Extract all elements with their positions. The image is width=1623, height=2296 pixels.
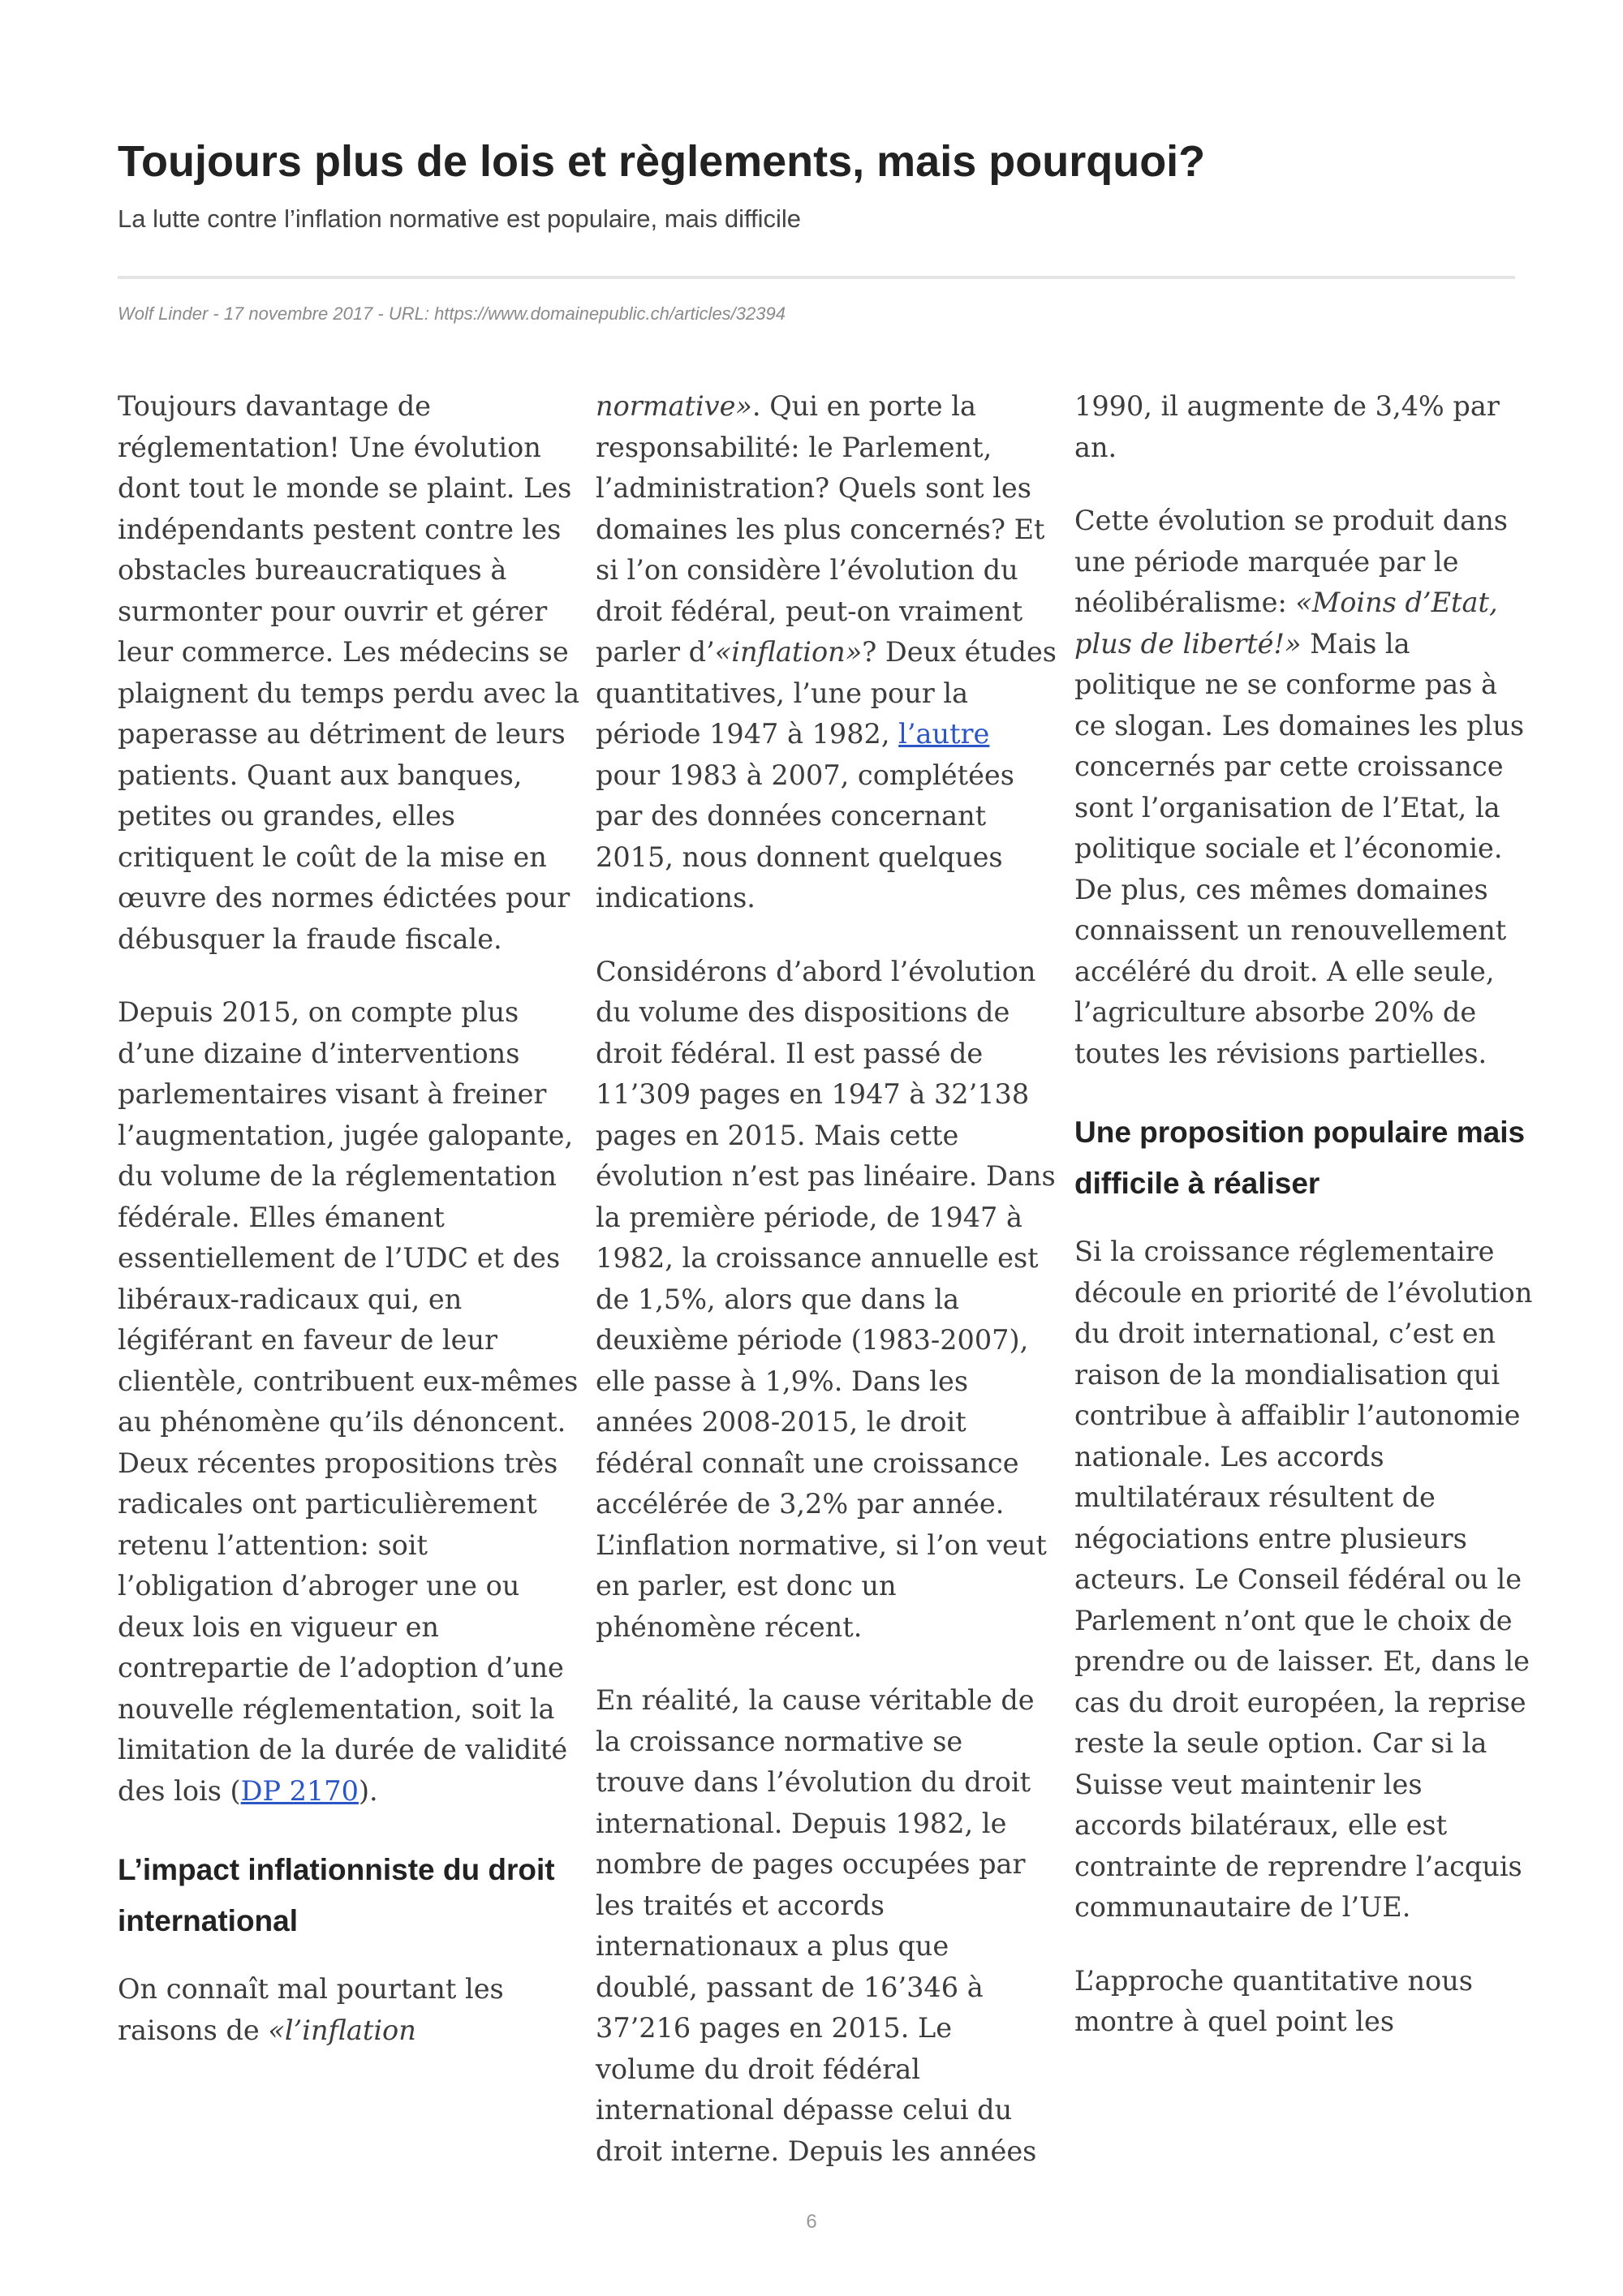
dp-2170-link[interactable]: DP 2170 [240,1774,359,1807]
section-heading: Une proposition populaire mais difficile à réaliser [1074,1116,1526,1200]
paragraph-text: Cette évolution se produit dans une période marquée par le néolibéralisme: [1074,505,1508,618]
autre-study-link[interactable]: l’autre [898,718,990,750]
paragraph: Considérons d’abord l’évolution du volume des dispositions de droit fédéral. Il est passé de 11’309 pages en 1947 à 32’138 pages en 2015. Mais cette évolution n’est pas linéaire. Dans la première période, de 1947 à 1982, la croissance annuelle est de 1,5%, alors que dans la deuxième période (1983-2007), elle passe à 1,9%. Dans les années 2008-2015, le droit fédéral connaît une croissance accélérée de 3,2% par année. L’inflation normative, si l’on veut en parler, est donc un phénomène récent. [596,955,1056,1643]
article-title: Toujours plus de lois et règlements, mais pourquoi? [118,137,1206,186]
paragraph-text: ). [358,1774,378,1807]
paragraph [596,386,1058,919]
paragraph: Toujours davantage de réglementation! Une évolution dont tout le monde se plaint. Les indépendants pestent contre les obstacles bureaucratiques à surmonter pour ouvrir et gérer leur commerce. Les médecins se plaignent du temps perdu avec la paperasse au détriment de leurs patients. Quant aux banques, petites ou grandes, elles critiquent le coût de la mise en œuvre des normes édictées pour débusquer la fraude fiscale. [118,390,580,955]
paragraph-text: Depuis 2015, on compte plus d’une dizaine d’interventions parlementaires visant à freiner l’augmentation, jugée galopante, du volume de la réglementation fédérale. Elles émanent essentiellement de l’UDC et des libéraux-radicaux qui, en légiférant en faveur de leur clientèle, contribuent eux-mêmes au phénomène qu’ils dénoncent. Deux récentes propositions très radicales ont particulièrement retenu l’attention: soit l’obligation d’abroger une ou deux lois en vigueur en contrepartie de l’adoption d’une nouvelle réglementation, soit la limitation de la durée de validité des lois ( [118,996,579,1807]
emphasis-text: normative» [596,390,752,422]
page-number: 6 [806,2211,817,2233]
column-3 [1074,386,1537,2075]
paragraph-text: On connaît mal pourtant les raisons de [118,1973,504,2046]
column-1 [118,386,580,2083]
paragraph: 1990, il augmente de 3,4% par an. [1074,390,1500,463]
header-divider [118,276,1515,279]
article-subtitle: La lutte contre l’inflation normative est populaire, mais difficile [118,204,802,233]
paragraph [118,992,580,1812]
paragraph: Si la croissance réglementaire découle en priorité de l’évolution du droit international, c’est en raison de la mondialisation qui contribue à affaiblir l’autonomie nationale. Les accords multilatéraux résultent de négociations entre plusieurs acteurs. Le Conseil fédéral ou le Parlement n’ont que le choix de prendre ou de laisser. Et, dans le cas du droit européen, la reprise reste la seule option. Car si la Suisse veut maintenir les accords bilatéraux, elle est contrainte de reprendre l’acquis communautaire de l’UE. [1074,1236,1533,1923]
paragraph-text: pour 1983 à 2007, complétées par des données concernant 2015, nous donnent quelques indications. [596,759,1014,914]
emphasis-text: «inflation» [714,636,863,668]
paragraph-text: . Qui en porte la responsabilité: le Parlement, l’administration? Quels sont les domaines les plus concernés? Et si l’on considère l’évolution du droit fédéral, peut-on vraiment parler d’ [596,390,1045,668]
paragraph-text: ? Deux études quantitatives, l’une pour la période 1947 à 1982, [596,636,1057,750]
paragraph [118,1969,580,2051]
section-heading: L’impact inflationniste du droit international [118,1853,555,1937]
article-byline: Wolf Linder - 17 novembre 2017 - URL: https://www.domainepublic.ch/articles/32394 [118,303,786,324]
emphasis-text: «Moins d’Etat, plus de liberté!» [1074,587,1498,660]
column-2 [596,386,1058,2204]
paragraph [1074,501,1537,1074]
paragraph: En réalité, la cause véritable de la croissance normative se trouve dans l’évolution du droit international. Depuis 1982, le nombre de pages occupées par les traités et accords internationaux a plus que doublé, passant de 16’346 à 37’216 pages en 2015. Le volume du droit fédéral international dépasse celui du droit interne. Depuis les années [596,1684,1037,2167]
emphasis-text: «l’inflation [268,2014,416,2046]
paragraph-text: Mais la politique ne se conforme pas à ce slogan. Les domaines les plus concernés par cette croissance sont l’organisation de l’Etat, la politique sociale et l’économie. De plus, ces mêmes domaines connaissent un renouvellement accéléré du droit. A elle seule, l’agriculture absorbe 20% de toutes les révisions partielles. [1074,627,1525,1069]
paragraph: L’approche quantitative nous montre à quel point les [1074,1964,1473,2037]
